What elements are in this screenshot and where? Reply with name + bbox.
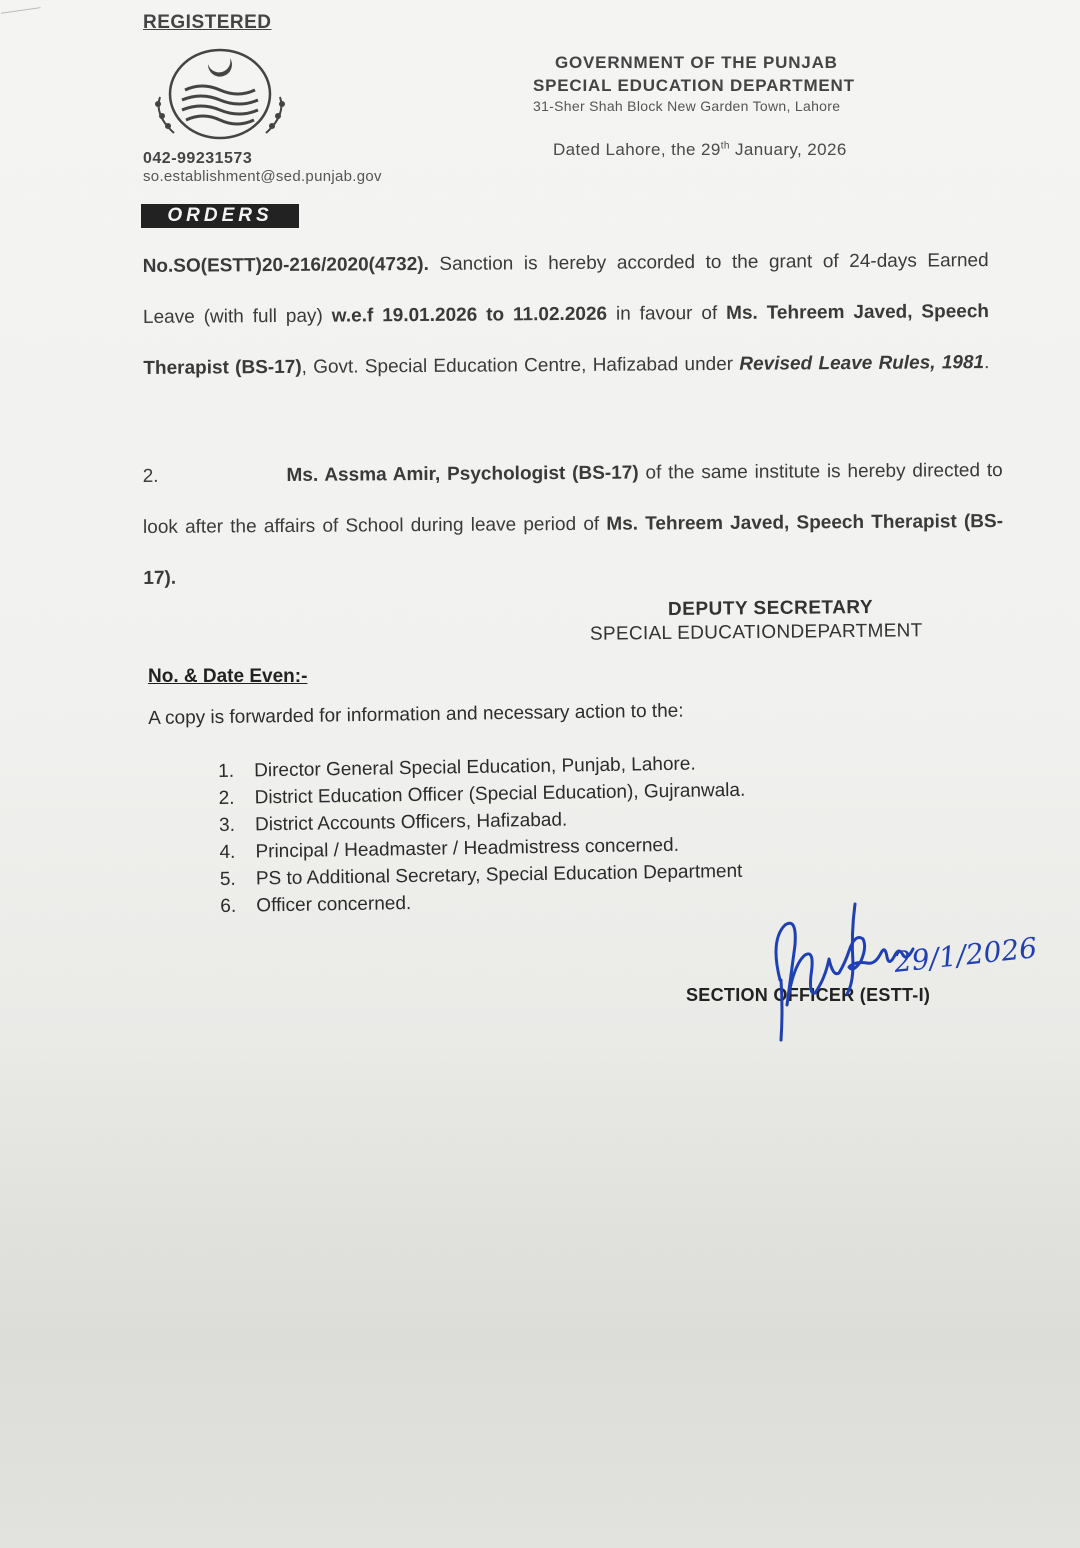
section-officer-label: SECTION OFFICER (ESTT-I) bbox=[686, 985, 931, 1005]
government-title: GOVERNMENT OF THE PUNJAB bbox=[555, 53, 838, 72]
signatory-department: SPECIAL EDUCATIONDEPARTMENT bbox=[589, 620, 923, 645]
department-address: 31-Sher Shah Block New Garden Town, Lahore bbox=[533, 98, 841, 114]
email-address: so.establishment@sed.punjab.gov bbox=[143, 168, 382, 185]
list-item: 6. Officer concerned. bbox=[220, 892, 412, 917]
paper-fold-line bbox=[0, 0, 41, 14]
department-title: SPECIAL EDUCATION DEPARTMENT bbox=[533, 76, 855, 95]
page-shadow bbox=[0, 1040, 1080, 1548]
handwritten-date: 29/1/2026 bbox=[892, 931, 1039, 979]
distribution-list bbox=[218, 750, 747, 920]
order-paragraph-2: 2. Ms. Assma Amir, Psychologist (BS-17) of the same institute is hereby directed to look after the affairs of School during leave period of Ms. Tehreem Javed, Speech Therapist (BS-17). bbox=[142, 459, 1004, 590]
signatory-title: DEPUTY SECRETARY bbox=[667, 596, 874, 621]
copy-heading: No. & Date Even:- bbox=[148, 666, 308, 687]
registered-label: REGISTERED bbox=[143, 12, 272, 33]
dated-line: Dated Lahore, the 29th January, 2026 bbox=[553, 140, 847, 159]
list-item: 1. Director General Special Education, Punjab, Lahore. bbox=[218, 753, 696, 782]
list-item: 4. Principal / Headmaster / Headmistress concerned. bbox=[219, 834, 680, 863]
punjab-government-logo bbox=[150, 42, 290, 142]
phone-number: 042-99231573 bbox=[143, 150, 253, 167]
list-item: 3. District Accounts Officers, Hafizabad. bbox=[218, 809, 568, 836]
orders-label: ORDERS bbox=[141, 204, 299, 228]
copy-intro: A copy is forwarded for information and necessary action to the: bbox=[148, 700, 684, 729]
order-paragraph-1: No.SO(ESTT)20-216/2020(4732). Sanction is hereby accorded to the grant of 24-days Earned Leave (with full pay) w.e.f 19.01.2026 to 11.02.2026 in favour of Ms. Tehreem Javed, Speech Therapist (BS-17), Govt. Special Education Centre, Hafizabad under Revised Leave Rules, 1981. bbox=[142, 250, 990, 379]
list-item: 2. District Education Officer (Special Education), Gujranwala. bbox=[218, 779, 746, 809]
handwritten-signature bbox=[745, 880, 1080, 1050]
list-item: 5. PS to Additional Secretary, Special Education Department bbox=[219, 860, 743, 890]
